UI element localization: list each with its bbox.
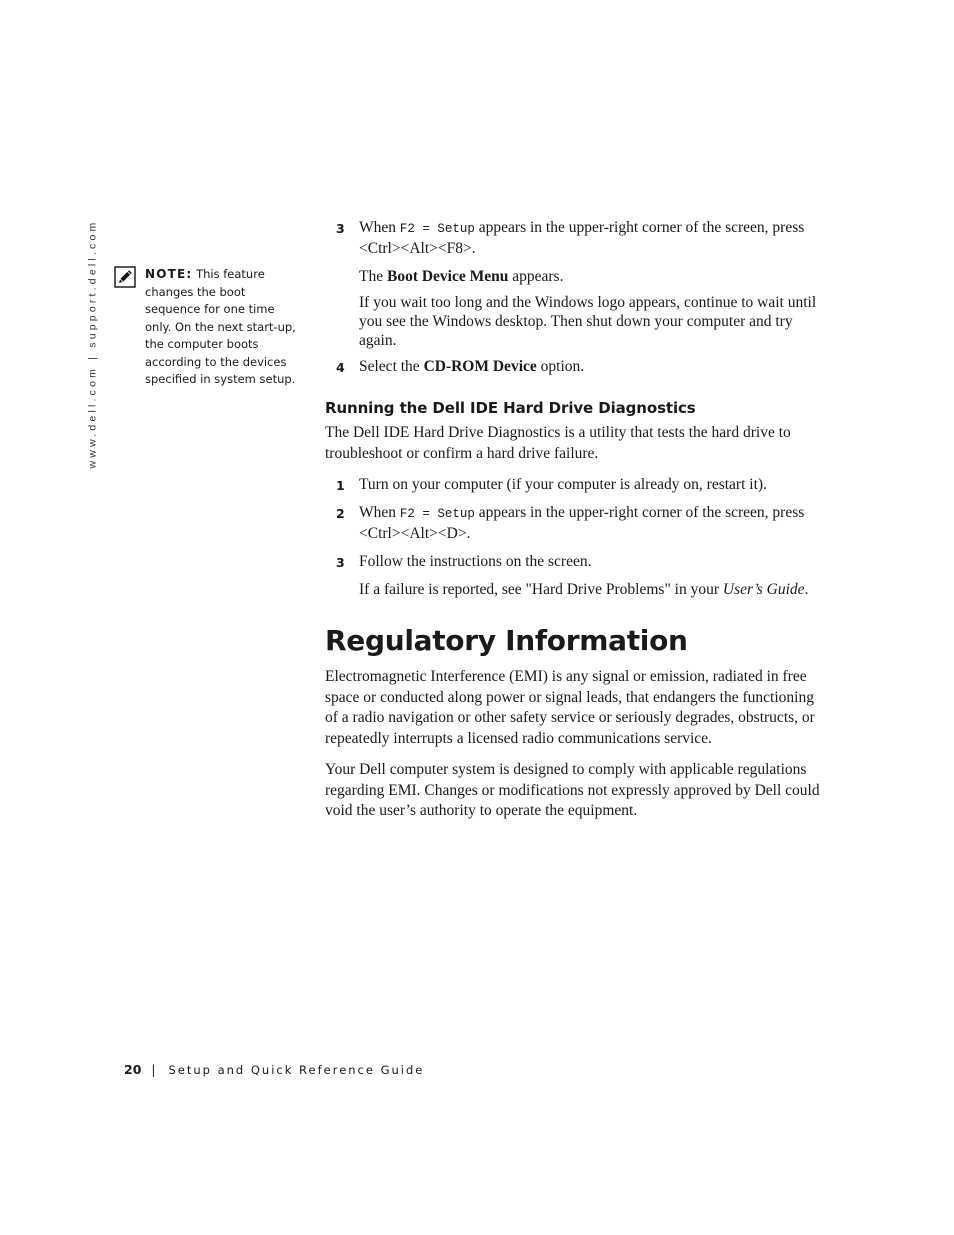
step-text: Turn on your computer (if your computer is already on, restart it). — [359, 476, 767, 493]
setup-code: F2 = Setup — [399, 222, 475, 236]
step-text: When — [359, 504, 400, 521]
diagnostics-heading: Running the Dell IDE Hard Drive Diagnostics — [325, 399, 696, 417]
emi-definition: Electromagnetic Interference (EMI) is any signal or emission, radiated in free space or conducted along power or signal leads, that endangers the functioning of a radio navigation or other safety service or seriously degrades, obstructs, or repeatedly interrupts a licensed radio communications service. — [325, 668, 815, 747]
note-pencil-icon — [114, 266, 136, 288]
setup-code: F2 = Setup — [399, 507, 475, 521]
regulatory-heading: Regulatory Information — [325, 624, 688, 657]
diagnostics-intro: The Dell IDE Hard Drive Diagnostics is a utility that tests the hard drive to troubleshoot or confirm a hard drive failure. — [325, 424, 791, 462]
sidebar-url-text: www.dell.com | support.dell.com — [86, 219, 99, 469]
step-follow-instructions — [325, 552, 820, 571]
step-select-cdrom — [325, 357, 820, 376]
step-number: 2 — [336, 506, 345, 521]
para-text: If a failure is reported, see "Hard Drive Problems" in your — [359, 581, 723, 598]
step-text: option. — [536, 358, 585, 375]
step-press-ctrl-alt-f8 — [325, 218, 820, 258]
page-number: 20 — [124, 1062, 142, 1077]
note-body: This feature changes the boot sequence for one time only. On the next start-up, the computer boots according to the devices specified in system setup. — [145, 267, 296, 386]
para-text: The — [359, 268, 387, 285]
note-label: NOTE: — [145, 267, 193, 281]
note-text — [145, 266, 304, 389]
step-text: appears in the upper-right corner of the screen, press <Ctrl><Alt><F8>. — [359, 219, 805, 257]
main-content — [325, 218, 820, 833]
users-guide-title: User’s Guide — [722, 581, 805, 598]
step-number: 1 — [336, 478, 345, 493]
sidebar-url — [84, 219, 100, 469]
step-number: 4 — [336, 360, 345, 375]
cdrom-device-term: CD-ROM Device — [423, 358, 537, 375]
boot-device-menu-term: Boot Device Menu — [386, 268, 509, 285]
step-number: 3 — [336, 221, 345, 236]
page-footer — [124, 1062, 424, 1077]
step-text: appears in the upper-right corner of the screen, press <Ctrl><Alt><D>. — [359, 504, 805, 542]
para-text: appears. — [508, 268, 564, 285]
step-press-ctrl-alt-d — [325, 503, 820, 543]
step-number: 3 — [336, 555, 345, 570]
para-text: . — [804, 581, 809, 598]
failure-note — [325, 580, 820, 599]
wait-note: If you wait too long and the Windows logo appears, continue to wait until you see the Windows desktop. Then shut down your computer and try again. — [359, 294, 817, 349]
emi-compliance: Your Dell computer system is designed to comply with applicable regulations regarding EMI. Changes or modifications not expressly approved by Dell could void the user’s authority to operate the equipment. — [325, 761, 820, 819]
note-box — [114, 266, 304, 389]
boot-menu-note — [325, 267, 820, 286]
step-text: When — [359, 219, 400, 236]
step-text: Select the — [359, 358, 424, 375]
step-text: Follow the instructions on the screen. — [359, 553, 592, 570]
footer-separator: | — [151, 1062, 156, 1077]
footer-title: Setup and Quick Reference Guide — [168, 1062, 425, 1077]
step-turn-on — [325, 475, 820, 494]
